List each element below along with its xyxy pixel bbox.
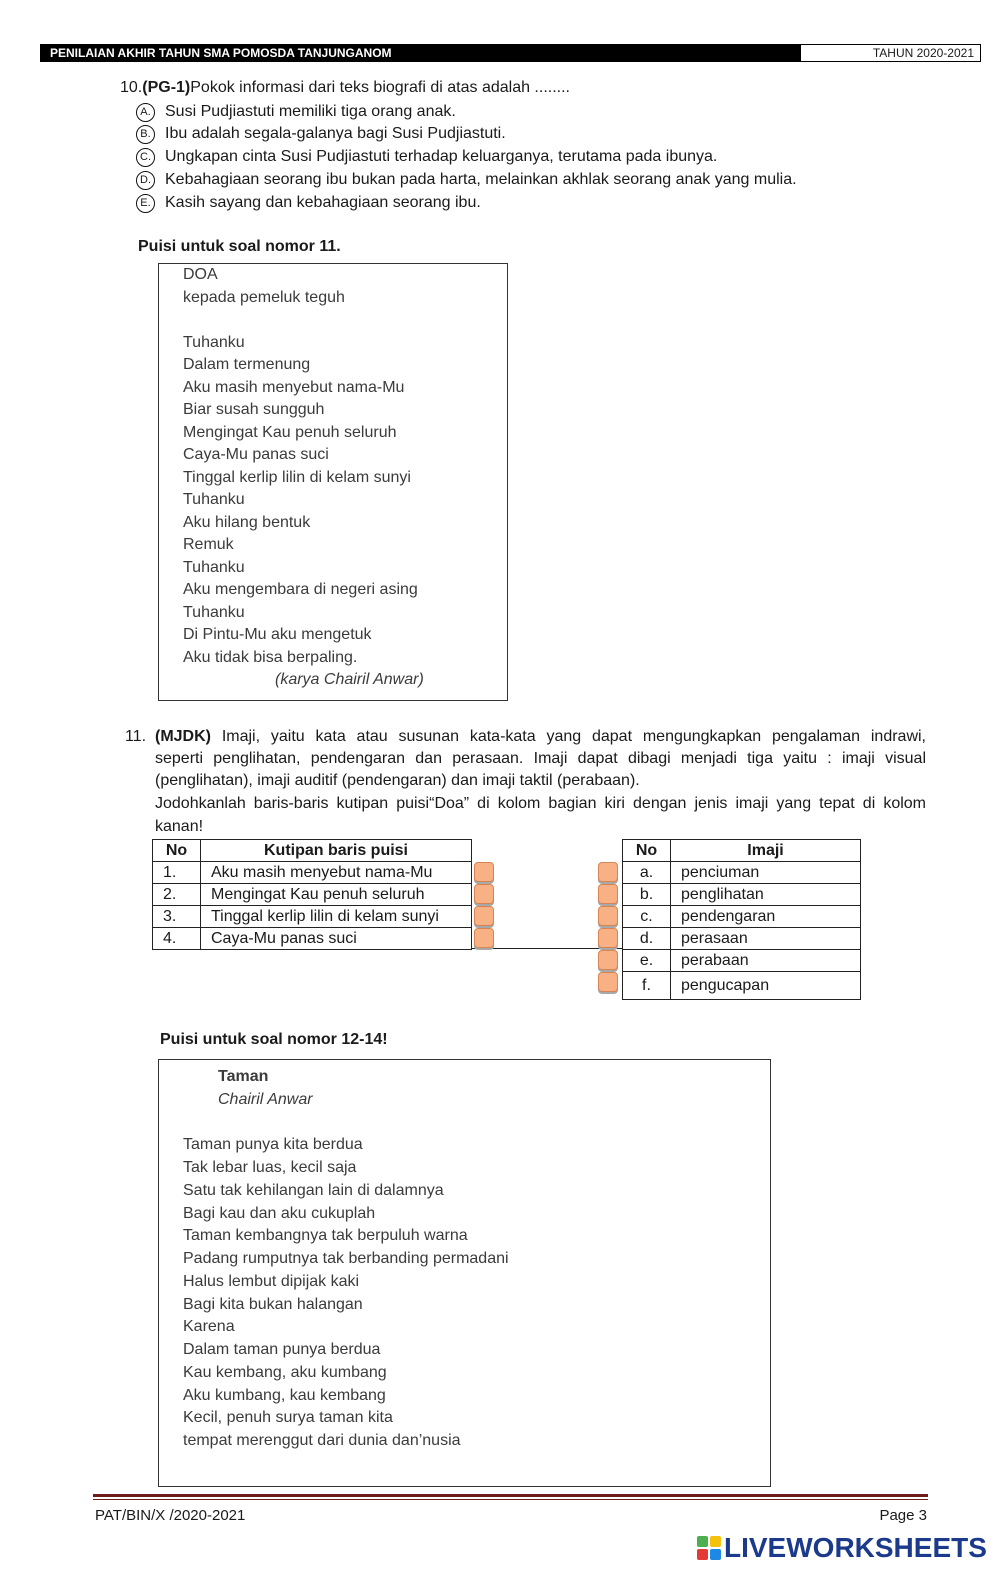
poem-line: Tuhanku [183,333,245,351]
poem-1-heading: Puisi untuk soal nomor 11. [138,238,341,255]
poem-2-heading: Puisi untuk soal nomor 12-14! [160,1031,388,1048]
imagery-text: pengucapan [671,972,861,1000]
table-row [623,862,861,884]
poem-line: Dalam taman punya berdua [183,1341,381,1358]
poem-line: Biar susah sungguh [183,401,325,418]
row-number: 3. [153,906,201,928]
poem-line: Kau kembang, aku kumbang [183,1363,387,1381]
question-text: Pokok informasi dari teks biografi di atas adalah ........ [190,79,570,96]
poem-line: Tuhanku [183,558,245,576]
liveworksheets-logo-icon [697,1536,721,1560]
option-e-text: Kasih sayang dan kebahagiaan seorang ibu. [165,194,481,211]
poem-line: Aku tidak bisa berpaling. [183,648,358,666]
row-number: 4. [153,928,201,950]
poem-line: Kecil, penuh surya taman kita [183,1409,393,1427]
row-letter: c. [623,906,671,928]
option-e[interactable] [136,192,481,214]
poem-line: Di Pintu-Mu aku mengetuk [183,626,372,643]
option-e-radio[interactable]: E. [136,194,155,213]
imagery-text: penglihatan [671,884,861,906]
table-row [623,928,861,950]
match-handle-left-1[interactable] [474,862,494,882]
match-handle-right-a[interactable] [598,862,618,882]
question-11-number: 11. [125,728,147,745]
poem-line: Aku mengembara di negeri asing [183,581,418,598]
logo-tile [710,1536,721,1547]
poem-dedication: kepada pemeluk teguh [183,288,345,306]
column-header-quote: Kutipan baris puisi [201,840,472,862]
table-row [623,906,861,928]
exam-title: PENILAIAN AKHIR TAHUN SMA POMOSDA TANJUNGANOM [50,46,392,60]
poem-line: Padang rumputnya tak berbanding permadani [183,1250,509,1267]
poem-line: Remuk [183,536,234,553]
imagery-types-table [622,839,861,1000]
footer-page-number: Page 3 [879,1507,927,1524]
poem-line: Caya-Mu panas suci [183,446,329,463]
table-divider-line [471,948,622,949]
poem-line: Tuhanku [183,603,245,621]
poem-1-box [158,263,508,701]
poem-title: Taman [218,1068,269,1085]
poem-line: Tak lebar luas, kecil saja [183,1159,357,1176]
poem-line: Aku hilang bentuk [183,513,311,531]
table-header-row [153,840,472,862]
poem-line: Tinggal kerlip lilin di kelam sunyi [183,468,411,486]
match-handle-right-c[interactable] [598,906,618,926]
question-11-line: Jodohkanlah baris-baris kutipan puisi“Doa” di kolom bagian kiri dengan jenis imaji yang tepat di kolom [155,795,926,812]
option-a-text: Susi Pudjiastuti memiliki tiga orang anak. [165,103,456,120]
match-handle-right-d[interactable] [598,928,618,948]
row-letter: d. [623,928,671,950]
table-row [153,884,472,906]
option-b[interactable] [136,123,506,145]
question-text: Imaji, yaitu kata atau susunan kata-kata yang dapat mengungkapkan pengalaman indrawi, [211,728,926,745]
row-number: 2. [153,884,201,906]
question-number: 10. [120,79,143,96]
poem-line: Bagi kau dan aku cukuplah [183,1204,376,1222]
logo-tile [697,1549,708,1560]
poem-line: Taman punya kita berdua [183,1136,363,1154]
question-11-line: seperti penglihatan, pendengaran dan perasaan. Imaji dapat dibagi menjadi tiga yaitu : imaji visual [155,750,926,767]
table-row [623,884,861,906]
poem-line: Aku kumbang, kau kembang [183,1386,386,1404]
exam-header-bar [40,44,800,62]
quote-text: Caya-Mu panas suci [201,928,472,950]
imagery-text: penciuman [671,862,861,884]
liveworksheets-logo-text: LIVEWORKSHEETS [724,1532,987,1563]
poem-author: Chairil Anwar [218,1090,313,1108]
option-d-text: Kebahagiaan seorang ibu bukan pada harta, melainkan akhlak seorang anak yang mulia. [165,171,797,188]
row-letter: f. [623,972,671,1000]
question-10-prompt [120,77,570,99]
poem-line: Tuhanku [183,491,245,508]
column-header-imagery: Imaji [671,840,861,862]
table-row [623,950,861,972]
logo-tile [697,1536,708,1547]
question-11-line: (penglihatan), imaji auditif (pendengaran) dan imaji taktil (perabaan). [155,772,640,789]
column-header-no: No [153,840,201,862]
row-letter: e. [623,950,671,972]
column-header-no: No [623,840,671,862]
poem-quotes-table [152,839,472,950]
table-row [153,862,472,884]
poem-line: Taman kembangnya tak berpuluh warna [183,1227,468,1245]
match-handle-right-e[interactable] [598,950,618,970]
poem-line: Dalam termenung [183,356,311,373]
stanza-gap [159,1112,770,1135]
question-11-line: kanan! [155,818,204,835]
imagery-text: perasaan [671,928,861,950]
option-c[interactable] [136,146,717,168]
poem-title: DOA [183,266,218,283]
match-handle-right-b[interactable] [598,884,618,904]
footer-rule-thin [93,1499,928,1500]
poem-line: Aku masih menyebut nama-Mu [183,378,405,396]
match-handle-left-4[interactable] [474,928,494,948]
table-header-row [623,840,861,862]
footer-rule [93,1494,928,1497]
question-code: (MJDK) [155,728,211,745]
poem-line: Halus lembut dipijak kaki [183,1272,360,1290]
question-code: (PG-1) [142,79,191,96]
footer-document-code: PAT/BIN/X /2020-2021 [95,1507,246,1524]
quote-text: Tinggal kerlip lilin di kelam sunyi [201,906,472,928]
logo-tile [710,1549,721,1560]
option-c-radio[interactable]: C. [136,148,155,167]
match-handle-right-f[interactable] [598,972,618,992]
table-row [153,928,472,950]
stanza-gap [159,309,507,332]
poem-2-box [158,1059,771,1487]
imagery-text: perabaan [671,950,861,972]
poem-credit: (karya Chairil Anwar) [275,671,424,688]
quote-text: Aku masih menyebut nama-Mu [201,862,472,884]
question-11-line [155,726,926,748]
exam-year-box [800,44,981,62]
poem-line: Mengingat Kau penuh seluruh [183,423,397,441]
table-row [153,906,472,928]
quote-text: Mengingat Kau penuh seluruh [201,884,472,906]
poem-line: Satu tak kehilangan lain di dalamnya [183,1181,444,1199]
option-b-text: Ibu adalah segala-galanya bagi Susi Pudjiastuti. [165,125,506,142]
option-a-radio[interactable]: A. [136,103,155,122]
option-b-radio[interactable]: B. [136,125,155,144]
option-d[interactable] [136,169,797,191]
poem-line: tempat merenggut dari dunia dan’nusia [183,1432,461,1449]
option-d-radio[interactable]: D. [136,171,155,190]
row-letter: b. [623,884,671,906]
match-handle-left-2[interactable] [474,884,494,904]
match-handle-left-3[interactable] [474,906,494,926]
poem-line: Bagi kita bukan halangan [183,1295,363,1313]
option-a[interactable] [136,101,456,123]
row-number: 1. [153,862,201,884]
row-letter: a. [623,862,671,884]
imagery-text: pendengaran [671,906,861,928]
poem-line: Karena [183,1318,235,1336]
exam-year: TAHUN 2020-2021 [872,46,974,60]
option-c-text: Ungkapan cinta Susi Pudjiastuti terhadap keluarganya, terutama pada ibunya. [165,148,718,165]
table-row [623,972,861,1000]
